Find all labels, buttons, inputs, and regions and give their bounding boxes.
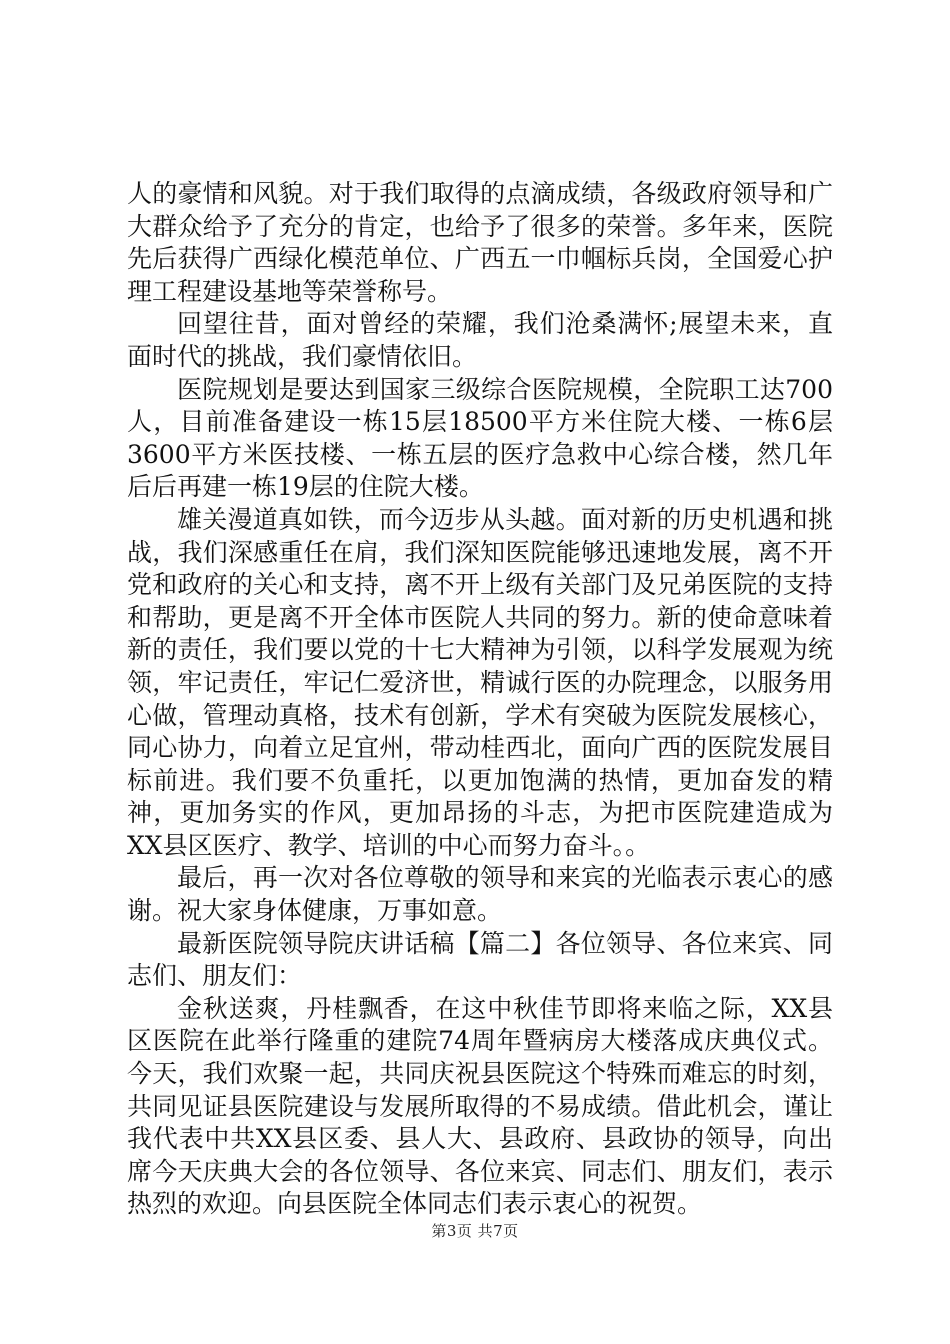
document-body: [127, 178, 833, 1221]
paragraph-7: 金秋送爽，丹桂飘香，在这中秋佳节即将来临之际，XX县区医院在此举行隆重的建院74周年暨病房大楼落成庆典仪式。今天，我们欢聚一起，共同庆祝县医院这个特殊而难忘的时刻，共同见证县医院建设与发展所取得的不易成绩。借此机会，谨让我代表中共XX县区委、县人大、县政府、县政协的领导，向出席今天庆典大会的各位领导、各位来宾、同志们、朋友们，表示热烈的欢迎。向县医院全体同志们表示衷心的祝贺。: [127, 993, 833, 1219]
paragraph-4: 雄关漫道真如铁，而今迈步从头越。面对新的历史机遇和挑战，我们深感重任在肩，我们深知医院能够迅速地发展，离不开党和政府的关心和支持，离不开上级有关部门及兄弟医院的支持和帮助，更是离不开全体市医院人共同的努力。新的使命意味着新的责任，我们要以党的十七大精神为引领，以科学发展观为统领，牢记责任，牢记仁爱济世，精诚行医的办院理念，以服务用心做，管理动真格，技术有创新，学术有突破为医院发展核心，同心协力，向着立足宜州，带动桂西北，面向广西的医院发展目标前进。我们要不负重托，以更加饱满的热情，更加奋发的精神，更加务实的作风，更加昂扬的斗志，为把市医院建造成为XX县区医疗、教学、培训的中心而努力奋斗。。: [127, 504, 833, 860]
paragraph-3: 医院规划是要达到国家三级综合医院规模，全院职工达700人，目前准备建设一栋15层18500平方米住院大楼、一栋6层3600平方米医技楼、一栋五层的医疗急救中心综合楼，然几年后后再建一栋19层的住院大楼。: [127, 374, 833, 502]
paragraph-5: 最后，再一次对各位尊敬的领导和来宾的光临表示衷心的感谢。祝大家身体健康，万事如意。: [127, 863, 833, 926]
paragraph-6: 最新医院领导院庆讲话稿【篇二】各位领导、各位来宾、同志们、朋友们：: [127, 928, 833, 991]
page-number-footer: 第3页 共7页: [431, 1222, 519, 1240]
paragraph-1: 人的豪情和风貌。对于我们取得的点滴成绩，各级政府领导和广大群众给予了充分的肯定，也给予了很多的荣誉。多年来，医院先后获得广西绿化模范单位、广西五一巾帼标兵岗，全国爱心护理工程建设基地等荣誉称号。: [127, 179, 833, 306]
paragraph-2: 回望往昔，面对曾经的荣耀，我们沧桑满怀;展望未来，直面时代的挑战，我们豪情依旧。: [127, 309, 833, 371]
